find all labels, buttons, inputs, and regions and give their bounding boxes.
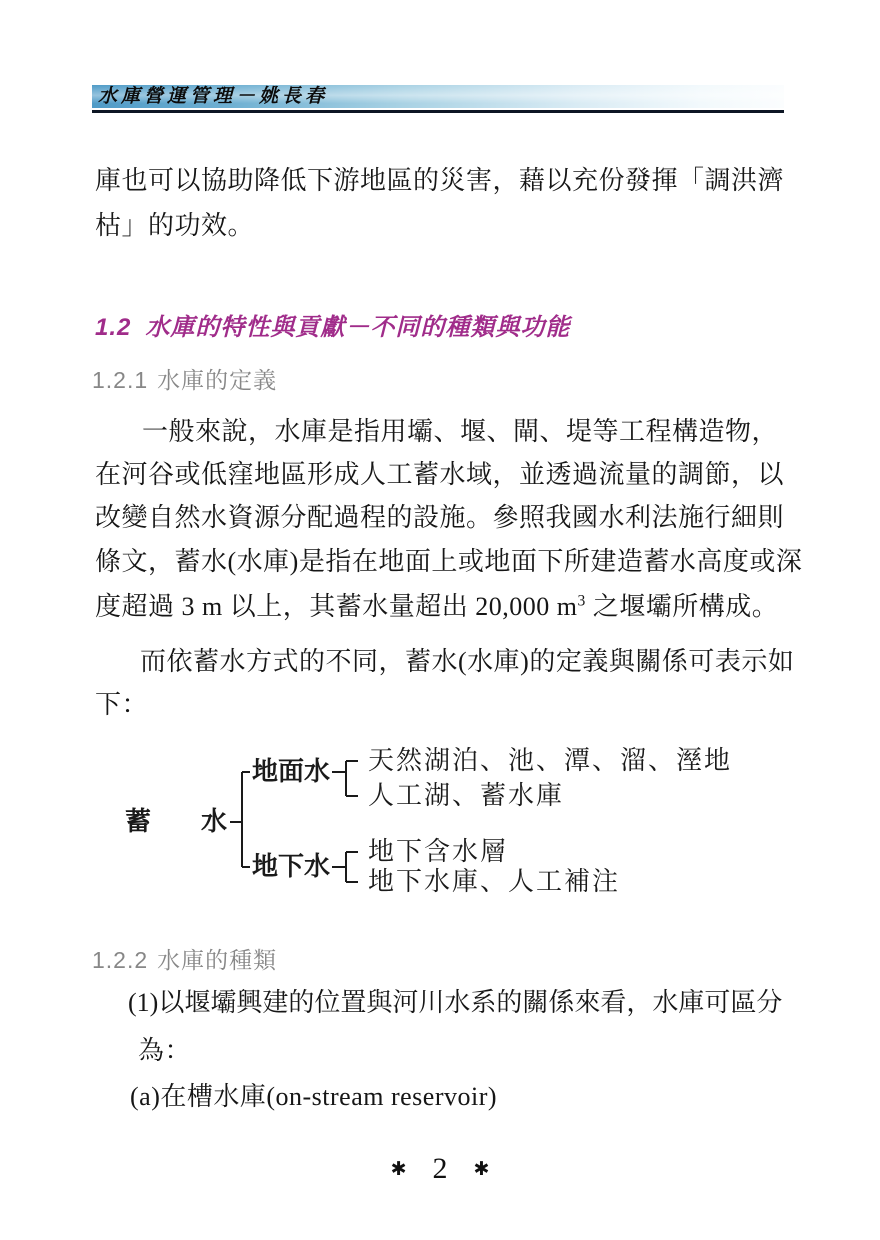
text-line: 庫也可以協助降低下游地區的災害，藉以充份發揮「調洪濟 xyxy=(95,166,785,195)
subsection-title: 水庫的定義 xyxy=(157,367,278,393)
tree-diagram xyxy=(0,740,880,935)
section-number: 1.2 xyxy=(95,314,132,341)
subsection-heading-1-2-1 xyxy=(92,362,277,395)
text-line: 而依蓄水方式的不同，蓄水(水庫)的定義與關係可表示如 xyxy=(140,647,795,676)
footer-page-number: 2 xyxy=(432,1152,448,1185)
text-run: 之堰壩所構成。 xyxy=(585,592,779,621)
footer xyxy=(0,1152,880,1186)
tree-leaf-text: 人工湖、蓄水庫 xyxy=(368,781,565,810)
text-line xyxy=(95,592,778,622)
section-heading-1-2 xyxy=(95,307,570,342)
tree-branch-label-groundwater: 地下水 xyxy=(252,852,331,881)
tree-root-label: 蓄 水 xyxy=(125,807,240,836)
text-line: 條文，蓄水(水庫)是指在地面上或地面下所建造蓄水高度或深 xyxy=(95,547,803,576)
text-line: 下： xyxy=(95,690,149,719)
subsection-title: 水庫的種類 xyxy=(157,947,278,973)
text-line: 一般來說，水庫是指用壩、堰、閘、堤等工程構造物， xyxy=(142,417,779,446)
list-item-continuation: 為： xyxy=(138,1036,192,1065)
tree-branch-label-surface-water: 地面水 xyxy=(252,757,331,786)
header-bar xyxy=(92,85,784,108)
list-item: (1)以堰壩興建的位置與河川水系的關係來看，水庫可區分 xyxy=(128,988,783,1017)
subsection-number: 1.2.1 xyxy=(92,367,149,393)
superscript-cubed: 3 xyxy=(577,592,586,610)
footer-star-icon: ✱ xyxy=(473,1158,490,1180)
section-title: 水庫的特性與貢獻－不同的種類與功能 xyxy=(145,314,571,341)
subsection-heading-1-2-2 xyxy=(92,942,277,975)
text-line: 改變自然水資源分配過程的設施。參照我國水利法施行細則 xyxy=(95,503,785,532)
tree-leaf-text: 地下水庫、人工補注 xyxy=(368,867,621,896)
tree-leaf-text: 天然湖泊、池、潭、溜、溼地 xyxy=(368,746,733,775)
header-rule xyxy=(92,110,784,113)
text-line: 枯」的功效。 xyxy=(95,211,255,240)
subsection-number: 1.2.2 xyxy=(92,947,149,973)
list-item: (a)在槽水庫(on-stream reservoir) xyxy=(130,1082,498,1111)
text-run: 度超過 3 m 以上，其蓄水量超出 20,000 m xyxy=(95,592,578,621)
footer-star-icon: ✱ xyxy=(390,1158,407,1180)
header-title: 水庫營運管理－姚長春 xyxy=(98,85,329,107)
tree-leaf-text: 地下含水層 xyxy=(368,837,509,866)
text-line: 在河谷或低窪地區形成人工蓄水域，並透過流量的調節，以 xyxy=(95,460,785,489)
